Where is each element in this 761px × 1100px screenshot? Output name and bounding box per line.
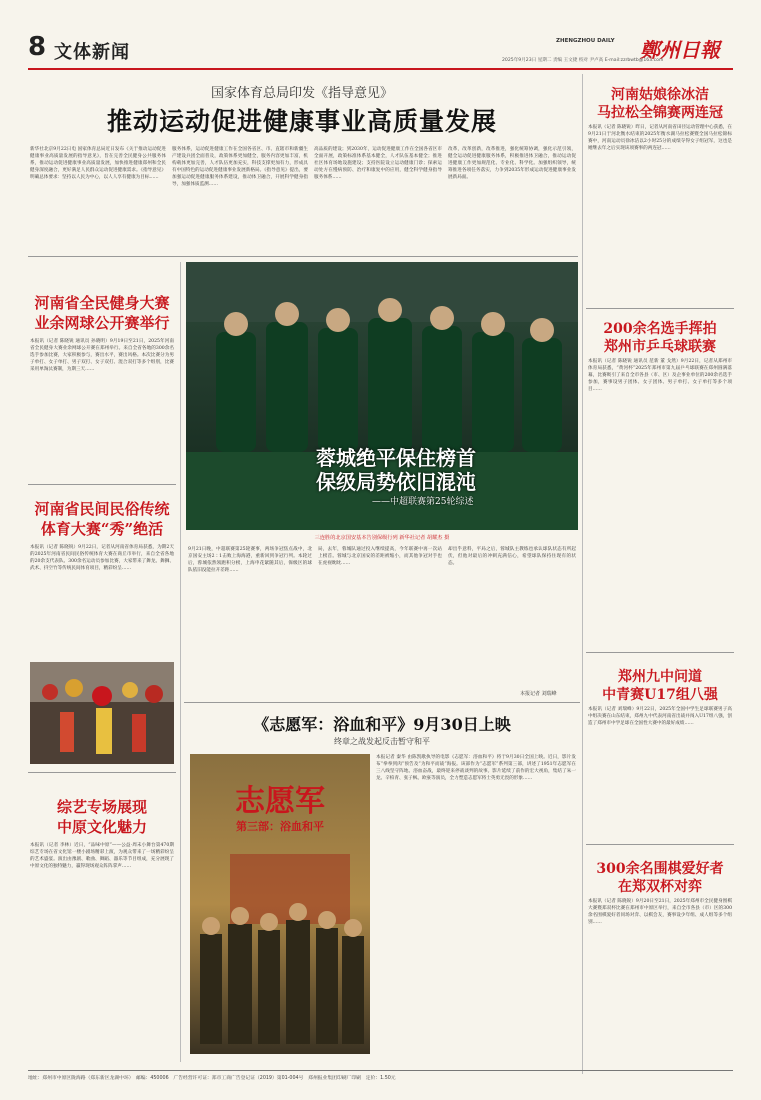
story-tennis-body: 本报讯（记者 陈晓锐 通讯员 孙晓明）9月19日至21日，2025年河南省全民健身大赛业余网球公开赛在郑州举行。来自全省各地的300余名选手参加比赛，大家积极参与，赛出水平，赛出风格。本次比赛分为男子单打、女子单打、男子双打、女子双打、混合双打等多个组别，比赛采用单淘汰赛制，为期三天…… xyxy=(30,339,174,372)
story-folk-body: 本报讯（记者 陈晓锐）9月22日，记者从河南省体育局获悉，为期2天的2025年河南省民间民俗传统体育大赛在商丘市举行，来自全省各地的20余支代表队、300余名运动员参加比赛，大家带来了舞龙、舞狮、武术、抖空竹等传统民间体育项目，精彩纷呈…… xyxy=(30,545,174,571)
masthead xyxy=(28,32,733,68)
story-pingpong-body: 本报讯（记者 陈晓锐 通讯员 范新 董 戈然）9月22日，记者从郑州市体育局获悉，“黄河杯”2025年郑州市第九届乒乓球联赛在郑州圆满落幕，比赛吸引了来自全市各县（市、区）及企事业单位的200余名选手参加，赛事设男子团体、女子团体、男子单打、女子单打等多个项目…… xyxy=(588,359,732,392)
photo-overlay-sub: ——中超联赛第25轮综述 xyxy=(372,497,474,507)
right-rule-1 xyxy=(586,308,734,309)
story-variety-title-1: 综艺专场展现 xyxy=(56,798,147,816)
story-folk-title-1: 河南省民间民俗传统 xyxy=(34,500,170,518)
footer-info: 地址：郑州市中原区陇海路（郑东新区龙湖中环） 邮编：450006 广告经营许可证：郑市工商广告登记证（2019）第01-004号 郑州报业集团印刷厂印刷 定价：1.50元 xyxy=(28,1076,396,1081)
lead-bottom-rule xyxy=(28,256,578,257)
movie-poster xyxy=(190,754,370,1054)
poster-title: 志愿军 xyxy=(235,784,325,819)
story-marathon-body: 本报讯（记者 陈晓锐）昨日，记者从河南省田径运动管理中心获悉，在9月21日于河北衡水结束的2025年衡水湖马拉松赛暨全国马拉松锦标赛中，河南运动员徐冰洁以2小时25分的成绩夺得女子组冠军，这也是她继去年之后实现该项赛事的两连冠…… xyxy=(588,125,732,151)
football-byline: 本报记者 刘瑞峰 xyxy=(520,691,557,697)
story-football9-body: 本报讯（记者 刘瑞峰）9月22日，2025年全国中学生足球联赛男子高中组决赛在山东结束，郑州九中代表河南省出战并闯入U17组八强，创造了郑州市中学足球在全国性大赛中的最好成绩…… xyxy=(588,707,732,726)
photo-overlay-line1: 蓉城绝平保住榜首 xyxy=(316,446,476,470)
story-marathon-title-2: 马拉松全锦赛两连冠 xyxy=(597,105,723,121)
lead-body-col2: 服务体系，运动促进健康工作在全国各省区、市、直辖市和新疆生产建设兵团全面普及，政策体系更加健全，服务内容更加丰富，机构载体更加完善，人才队伍更加充实，科技支撑更加有力，形成具有中国特色的运动促进健康事业发展新格局。《指导意见》提出，要加强运动促进健康服务体系建设，推动体卫融合，开展科学健身指导，加强体质监测…… xyxy=(172,147,308,187)
movie-subtitle: 终章之战发起反击暂守和平 xyxy=(334,737,430,746)
story-football9-title-1: 郑州九中问道 xyxy=(618,669,702,685)
story-tennis-title-2: 业余网球公开赛举行 xyxy=(34,314,170,332)
football-body-col2: 局，去年，蓉城队通过投入继续提高，今年联赛中再一次站上榜首。蓉城与北京国安的差距被缩小，而其他争冠对手也在虎视眈眈…… xyxy=(318,547,442,566)
left-rule-2 xyxy=(28,772,176,773)
left-column-rule xyxy=(180,262,181,1062)
story-folk-title-2: 体育大赛“秀”绝活 xyxy=(40,520,164,538)
movie-body: 本报记者 秦华 由陈凯歌执导的电影《志愿军：浴血和平》将于9月30日全国上映。近日，影片发布“拳拳到肉”预告及“为和平而战”海报。该部作为“志愿军”系列第三部，讲述了1951年志愿军在三八线坚守阵地、浴血奋战，最终迎来停战谈判的故事。影片延续了前作的宏大视角，集结了朱一龙、辛柏青、张子枫、欧豪等演员，全力塑造志愿军将士英勇无畏的形象…… xyxy=(376,755,576,781)
story-go-title-1: 300余名围棋爱好者 xyxy=(596,861,724,877)
football-bottom-rule xyxy=(184,702,580,703)
footer-rule xyxy=(28,1070,733,1071)
right-rule-2 xyxy=(586,652,734,653)
football-photo xyxy=(186,262,578,530)
lead-body-col3: 高品质的建设；到2030年，运动促进健康工作在全国各省区市全面开展，政策标准体系基本健全，人才队伍基本健全；推进社区体育场地设施建设；支持医院设立运动健康门诊；探索运动处方在慢病预防、治疗和康复中的应用，健全科学健身指导服务体系…… xyxy=(314,147,442,180)
lead-body-col1: 新华社北京9月22日电 国家体育总局近日发布《关于推动运动促进健康事业高质量发展的指导意见》，旨在完善全民健身公共服务体系，推动运动促进健康事业高质量发展，加快推进健康郑州和全民健身深度融合，更好满足人民群众运动促进健康需求。《指导意见》明确总体要求：坚持以人民为中心，以人人享有健康为目标…… xyxy=(30,147,166,180)
story-football9-title-2: 中青赛U17组八强 xyxy=(602,687,718,703)
page-number: 8 xyxy=(28,32,47,62)
lead-body-col4: 改革，改革创新，改革推进，强化统筹协调，强化示范引领，健全运动促进健康服务体系，积极推进体卫融合，推动运动促进健康工作更加规范化、专业化、科学化。加强组织领导，统筹推进各项任务落实，力争到2035年形成运动促进健康事业发展新局面。 xyxy=(448,147,576,180)
section-title: 文体新闻 xyxy=(54,42,130,63)
paper-logo: 鄭州日報 xyxy=(640,38,720,62)
lead-kicker: 国家体育总局印发《指导意见》 xyxy=(210,86,393,101)
poster-subtitle: 第三部：浴血和平 xyxy=(236,820,324,833)
movie-title: 《志愿军：浴血和平》9月30日上映 xyxy=(253,715,511,734)
right-column xyxy=(586,74,734,1064)
photo-caption: 三连胜的北京国安基本告别保级行列 新华社记者 胡耀杰 摄 xyxy=(314,535,450,541)
left-column xyxy=(28,262,176,1062)
folk-performance-photo xyxy=(30,662,174,764)
lead-headline: 推动运动促进健康事业高质量发展 xyxy=(106,107,497,136)
story-go-title-2: 在郑双杯对弈 xyxy=(618,879,702,895)
football-body-col1: 9月21日晚，中超联赛第25轮赛事，两场争冠焦点战中，北京国安主场2∶1击败上海海港，重新回到争冠行列。本轮过后，蓉城依然领跑积分榜，上海申花紧随其后，保级区的球队依旧没能拉开差距…… xyxy=(188,547,312,573)
story-tennis-title-1: 河南省全民健身大赛 xyxy=(34,294,170,312)
masthead-rule xyxy=(28,68,733,70)
story-marathon-title-1: 河南姑娘徐冰洁 xyxy=(611,87,709,103)
story-go-body: 本报讯（记者 陈晓锐）9月20日至21日，2025年郑州市全民健身围棋大赛暨郑双杯比赛在郑州市中原区举行，来自全市各县（市）区的300余名围棋爱好者同场对弈、以棋会友，赛事设少年组、成人组等多个组别…… xyxy=(588,899,732,925)
story-variety-title-2: 中原文化魅力 xyxy=(56,818,147,836)
football-body-col3: 却出乎意料，平局之后，蓉城队主教练也承认球队状态有所起伏，但他对最后的冲刺充满信心，希望球队保持住现有的状态。 xyxy=(448,547,576,566)
story-variety-body: 本报讯（记者 李林）近日，“品味中原”——公益·周末小舞台第470期综艺专场在省文化馆一楼小剧场精彩上演，为观众带来了一场精彩纷呈的艺术盛宴。演出由豫剧、歌曲、舞蹈、器乐等节目组成，充分展现了中原文化的独特魅力，赢得现场观众阵阵掌声…… xyxy=(30,843,174,869)
left-rule-1 xyxy=(28,484,176,485)
date-line: 2025年9月23日 星期二 责编 王文捷 校对 尹卢高 E-mail:zzrbwtb@163.com xyxy=(502,58,664,63)
story-pingpong-title-1: 200余名选手挥拍 xyxy=(603,321,717,337)
story-pingpong-title-2: 郑州市乒乓球联赛 xyxy=(604,339,716,355)
photo-overlay-line2: 保级局势依旧混沌 xyxy=(316,470,476,494)
paper-pinyin: ZHENGZHOU DAILY xyxy=(556,38,615,44)
right-column-rule xyxy=(582,74,583,1074)
right-rule-3 xyxy=(586,844,734,845)
folk-photo-art xyxy=(30,662,174,764)
